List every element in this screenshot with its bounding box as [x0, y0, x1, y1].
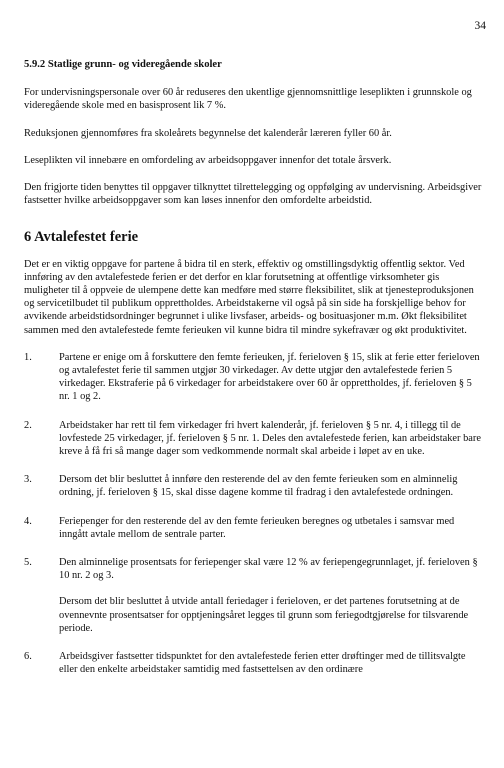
list-item-number: 6.	[24, 651, 32, 663]
page-number: 34	[474, 20, 486, 32]
paragraph: Leseplikten vil innebære en omfordeling av arbeidsoppgaver innenfor det totale årsverk.	[24, 154, 392, 166]
list-item	[24, 556, 482, 635]
intro-paragraph: Det er en viktig oppgave for partene å bidra til en sterk, effektiv og omstillingsdyktig offentlig sektor. Ved innføring av den avtalefestede ferien er det derfor en klar forutsetning at offentlige virksomheter gis muligheter til å oppveie de ulempene dette kan medføre med større fleksibilitet, slik at tjenesteproduksjonen og servicetilbudet til publikum opprettholdes. Arbeidstakerne vil også på sin side ha forskjellige behov for avvikende arbeidstidsordninger begrunnet i ulike livsfaser, arbeids- og bosituasjoner m.m. Økt fleksibilitet sammen med den avtalefestede femte ferieuken vil kunne bidra til mindre sykefravær og økt produktivitet.	[24, 258, 474, 336]
list-item	[24, 515, 482, 541]
list-item	[24, 351, 482, 404]
list-item-text: Dersom det blir besluttet å innføre den resterende del av den femte ferieuken som en alminnelig ordning, jf. ferieloven § 15, skal disse dagene komme til fradrag i den avtalefestede ordningen.	[59, 474, 458, 499]
list-item-text: Partene er enige om å forskuttere den femte ferieuken, jf. ferieloven § 15, slik at ferie etter ferieloven og avtalefestet ferie til sammen utgjør 30 virkedager. Av dette utgjør den avtalefestede ferien 5 virkedager. Ekstraferie på 6 virkedager for arbeidstakere over 60 år opprettholdes, jf. ferieloven § 5 nr. 1 og 2.	[59, 351, 480, 403]
list-item-text: Arbeidstaker har rett til fem virkedager fri hvert kalenderår, jf. ferieloven § 5 nr. 4, i tillegg til de lovfestede 25 virkedager, jf. ferieloven § 5 nr. 1. Deles den avtalefestede ferien, kan arbeidstaker bare kreve å få fri så mange dager som vedkommende normalt skal arbeide i løpet av en uke.	[59, 419, 481, 458]
section-heading-5-9-2: 5.9.2 Statlige grunn- og videregående skoler	[24, 59, 222, 70]
list-item	[24, 419, 482, 459]
list-item-body	[59, 556, 482, 635]
list-item-text: Feriepenger for den resterende del av den femte ferieuken beregnes og utbetales i samsvar med inngått avtale mellom de sentrale parter.	[59, 515, 455, 540]
list-item-number: 3.	[24, 474, 32, 486]
list-item	[24, 650, 482, 676]
list-item-text: Arbeidsgiver fastsetter tidspunktet for den avtalefestede ferien etter drøftinger med de tillitsvalgte eller den enkelte arbeidstaker samtidig med fastsettelsen av den ordinære	[59, 651, 466, 676]
list-item-number: 2.	[24, 419, 32, 431]
list-item	[24, 473, 482, 499]
paragraph: Reduksjonen gjennomføres fra skoleårets begynnelse det kalenderår læreren fyller 60 år.	[24, 127, 392, 139]
list-item-number: 5.	[24, 557, 32, 569]
list-item-number: 1.	[24, 351, 32, 363]
list-item-extra-text: Dersom det blir besluttet å utvide antall feriedager i ferieloven, er det partenes forutsetning at de ovennevnte prosentsatser for opptjeningsåret legges til grunn som feriegodtgjørelse for tilsvarende periode.	[59, 596, 469, 634]
section-heading-6: 6 Avtalefestet ferie	[24, 229, 139, 246]
list-item-number: 4.	[24, 515, 32, 527]
numbered-list	[24, 351, 482, 677]
list-item-text: Den alminnelige prosentsats for feriepenger skal være 12 % av feriepengegrunnlaget, jf. ferieloven § 10 nr. 2 og 3.	[59, 557, 478, 582]
paragraph: Den frigjorte tiden benyttes til oppgaver tilknyttet tilrettelegging og oppfølging av undervisning. Arbeidsgiver fastsetter hvilke arbeidsoppgaver som kan løses innenfor den omfordelte arbeidstid.	[24, 182, 482, 207]
paragraph: For undervisningspersonale over 60 år reduseres den ukentlige gjennomsnittlige leseplikten i grunnskole og videregående skole med en basisprosent lik 7 %.	[24, 87, 472, 112]
document-body	[24, 58, 482, 692]
